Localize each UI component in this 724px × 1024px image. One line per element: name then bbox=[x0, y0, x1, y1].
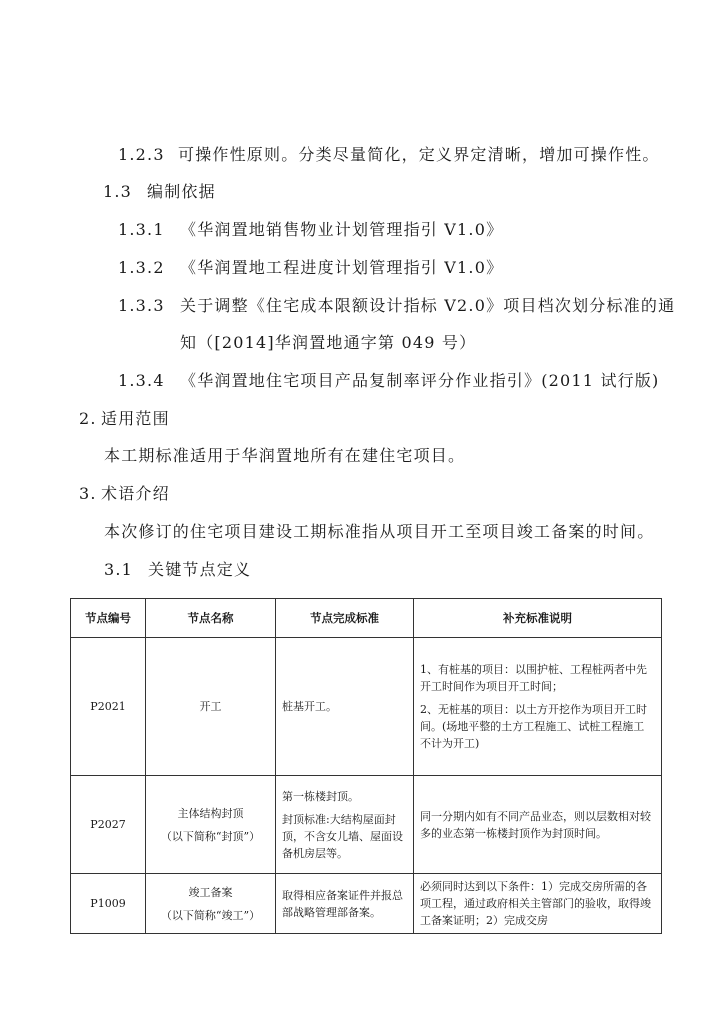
section-number: 1.3.3 bbox=[118, 296, 165, 315]
node-name-text: 主体结构封顶 bbox=[177, 806, 244, 820]
completion-standard bbox=[276, 874, 414, 934]
section-text: 《华润置地住宅项目产品复制率评分作业指引》(2011 试行版) bbox=[180, 371, 660, 390]
section-2 bbox=[79, 409, 170, 429]
note-item: 同一分期内如有不同产品业态，则以层数相对较多的业态第一栋楼封顶作为封顶时间。 bbox=[420, 809, 651, 840]
section-number: 3. bbox=[79, 484, 97, 503]
body-text: 本次修订的住宅项目建设工期标准指从项目开工至项目竣工备案的时间。 bbox=[104, 522, 655, 541]
section-1-2-3 bbox=[118, 145, 660, 165]
section-text: 《华润置地销售物业计划管理指引 V1.0》 bbox=[180, 220, 504, 239]
completion-standard-text: 取得相应备案证件并报总部战略管理部备案。 bbox=[282, 888, 403, 919]
section-heading: 关键节点定义 bbox=[148, 560, 252, 579]
node-code: P2021 bbox=[71, 638, 146, 776]
node-code: P1009 bbox=[71, 874, 146, 934]
table-header-row bbox=[71, 599, 662, 638]
section-text: 可操作性原则。分类尽量简化，定义界定清晰，增加可操作性。 bbox=[178, 145, 660, 164]
section-3 bbox=[79, 484, 170, 504]
section-1-3-3-continued bbox=[180, 333, 476, 353]
section-heading: 编制依据 bbox=[147, 182, 216, 201]
note-item: 1、有桩基的项目：以围护桩、工程桩两者中先开工时间作为项目开工时间； bbox=[420, 663, 647, 693]
node-name-abbrev: （以下简称“竣工”） bbox=[160, 908, 261, 922]
section-1-3-2 bbox=[118, 258, 503, 278]
header-node-code: 节点编号 bbox=[71, 599, 146, 638]
node-name bbox=[146, 638, 276, 776]
header-completion-standard: 节点完成标准 bbox=[276, 599, 414, 638]
supplementary-notes bbox=[414, 638, 662, 776]
section-1-3-1 bbox=[118, 220, 503, 240]
header-supplementary-notes: 补充标准说明 bbox=[414, 599, 662, 638]
supplementary-notes bbox=[414, 874, 662, 934]
note-item: 2、无桩基的项目：以土方开挖作为项目开工时间。(场地平整的土方工程施工、试桩工程施工不计为开工) bbox=[420, 703, 647, 750]
section-number: 1.3.4 bbox=[118, 371, 165, 390]
section-2-body bbox=[104, 446, 465, 466]
section-number: 1.3 bbox=[103, 182, 133, 201]
section-text-continued: 知（[2014]华润置地通字第 049 号） bbox=[180, 333, 477, 352]
note-item: 必须同时达到以下条件：1）完成交房所需的各项工程，通过政府相关主管部门的验收，取得竣工备案证明；2）完成交房 bbox=[420, 880, 651, 927]
section-1-3-3 bbox=[118, 296, 675, 316]
header-node-name: 节点名称 bbox=[146, 599, 276, 638]
completion-standard-text: 第一栋楼封顶。 bbox=[282, 789, 359, 803]
section-number: 1.3.2 bbox=[118, 258, 165, 277]
node-name bbox=[146, 776, 276, 874]
node-name-abbrev: （以下简称“封顶”） bbox=[160, 829, 261, 843]
section-3-body bbox=[104, 522, 654, 542]
completion-standard bbox=[276, 638, 414, 776]
table-row bbox=[71, 638, 662, 776]
section-3-1 bbox=[104, 560, 251, 580]
completion-standard-note: 封顶标准:大结构屋面封顶，不含女儿墙、屋面设备机房层等。 bbox=[282, 812, 403, 860]
section-number: 3.1 bbox=[104, 560, 134, 579]
node-name-text: 开工 bbox=[199, 700, 222, 713]
supplementary-notes bbox=[414, 776, 662, 874]
table-row bbox=[71, 874, 662, 934]
section-number: 1.3.1 bbox=[118, 220, 165, 239]
section-text: 关于调整《住宅成本限额设计指标 V2.0》项目档次划分标准的通 bbox=[180, 296, 676, 315]
section-1-3-4 bbox=[118, 371, 660, 391]
completion-standard bbox=[276, 776, 414, 874]
node-name-text: 竣工备案 bbox=[188, 885, 233, 899]
body-text: 本工期标准适用于华润置地所有在建住宅项目。 bbox=[104, 446, 466, 465]
completion-standard-text: 桩基开工。 bbox=[282, 700, 337, 713]
table-row bbox=[71, 776, 662, 874]
section-heading: 术语介绍 bbox=[101, 484, 170, 503]
section-number: 1.2.3 bbox=[118, 145, 165, 164]
section-number: 2. bbox=[79, 409, 97, 428]
node-code: P2027 bbox=[71, 776, 146, 874]
key-nodes-table bbox=[70, 598, 662, 934]
node-name bbox=[146, 874, 276, 934]
section-heading: 适用范围 bbox=[101, 409, 170, 428]
section-1-3 bbox=[103, 182, 216, 202]
section-text: 《华润置地工程进度计划管理指引 V1.0》 bbox=[180, 258, 504, 277]
